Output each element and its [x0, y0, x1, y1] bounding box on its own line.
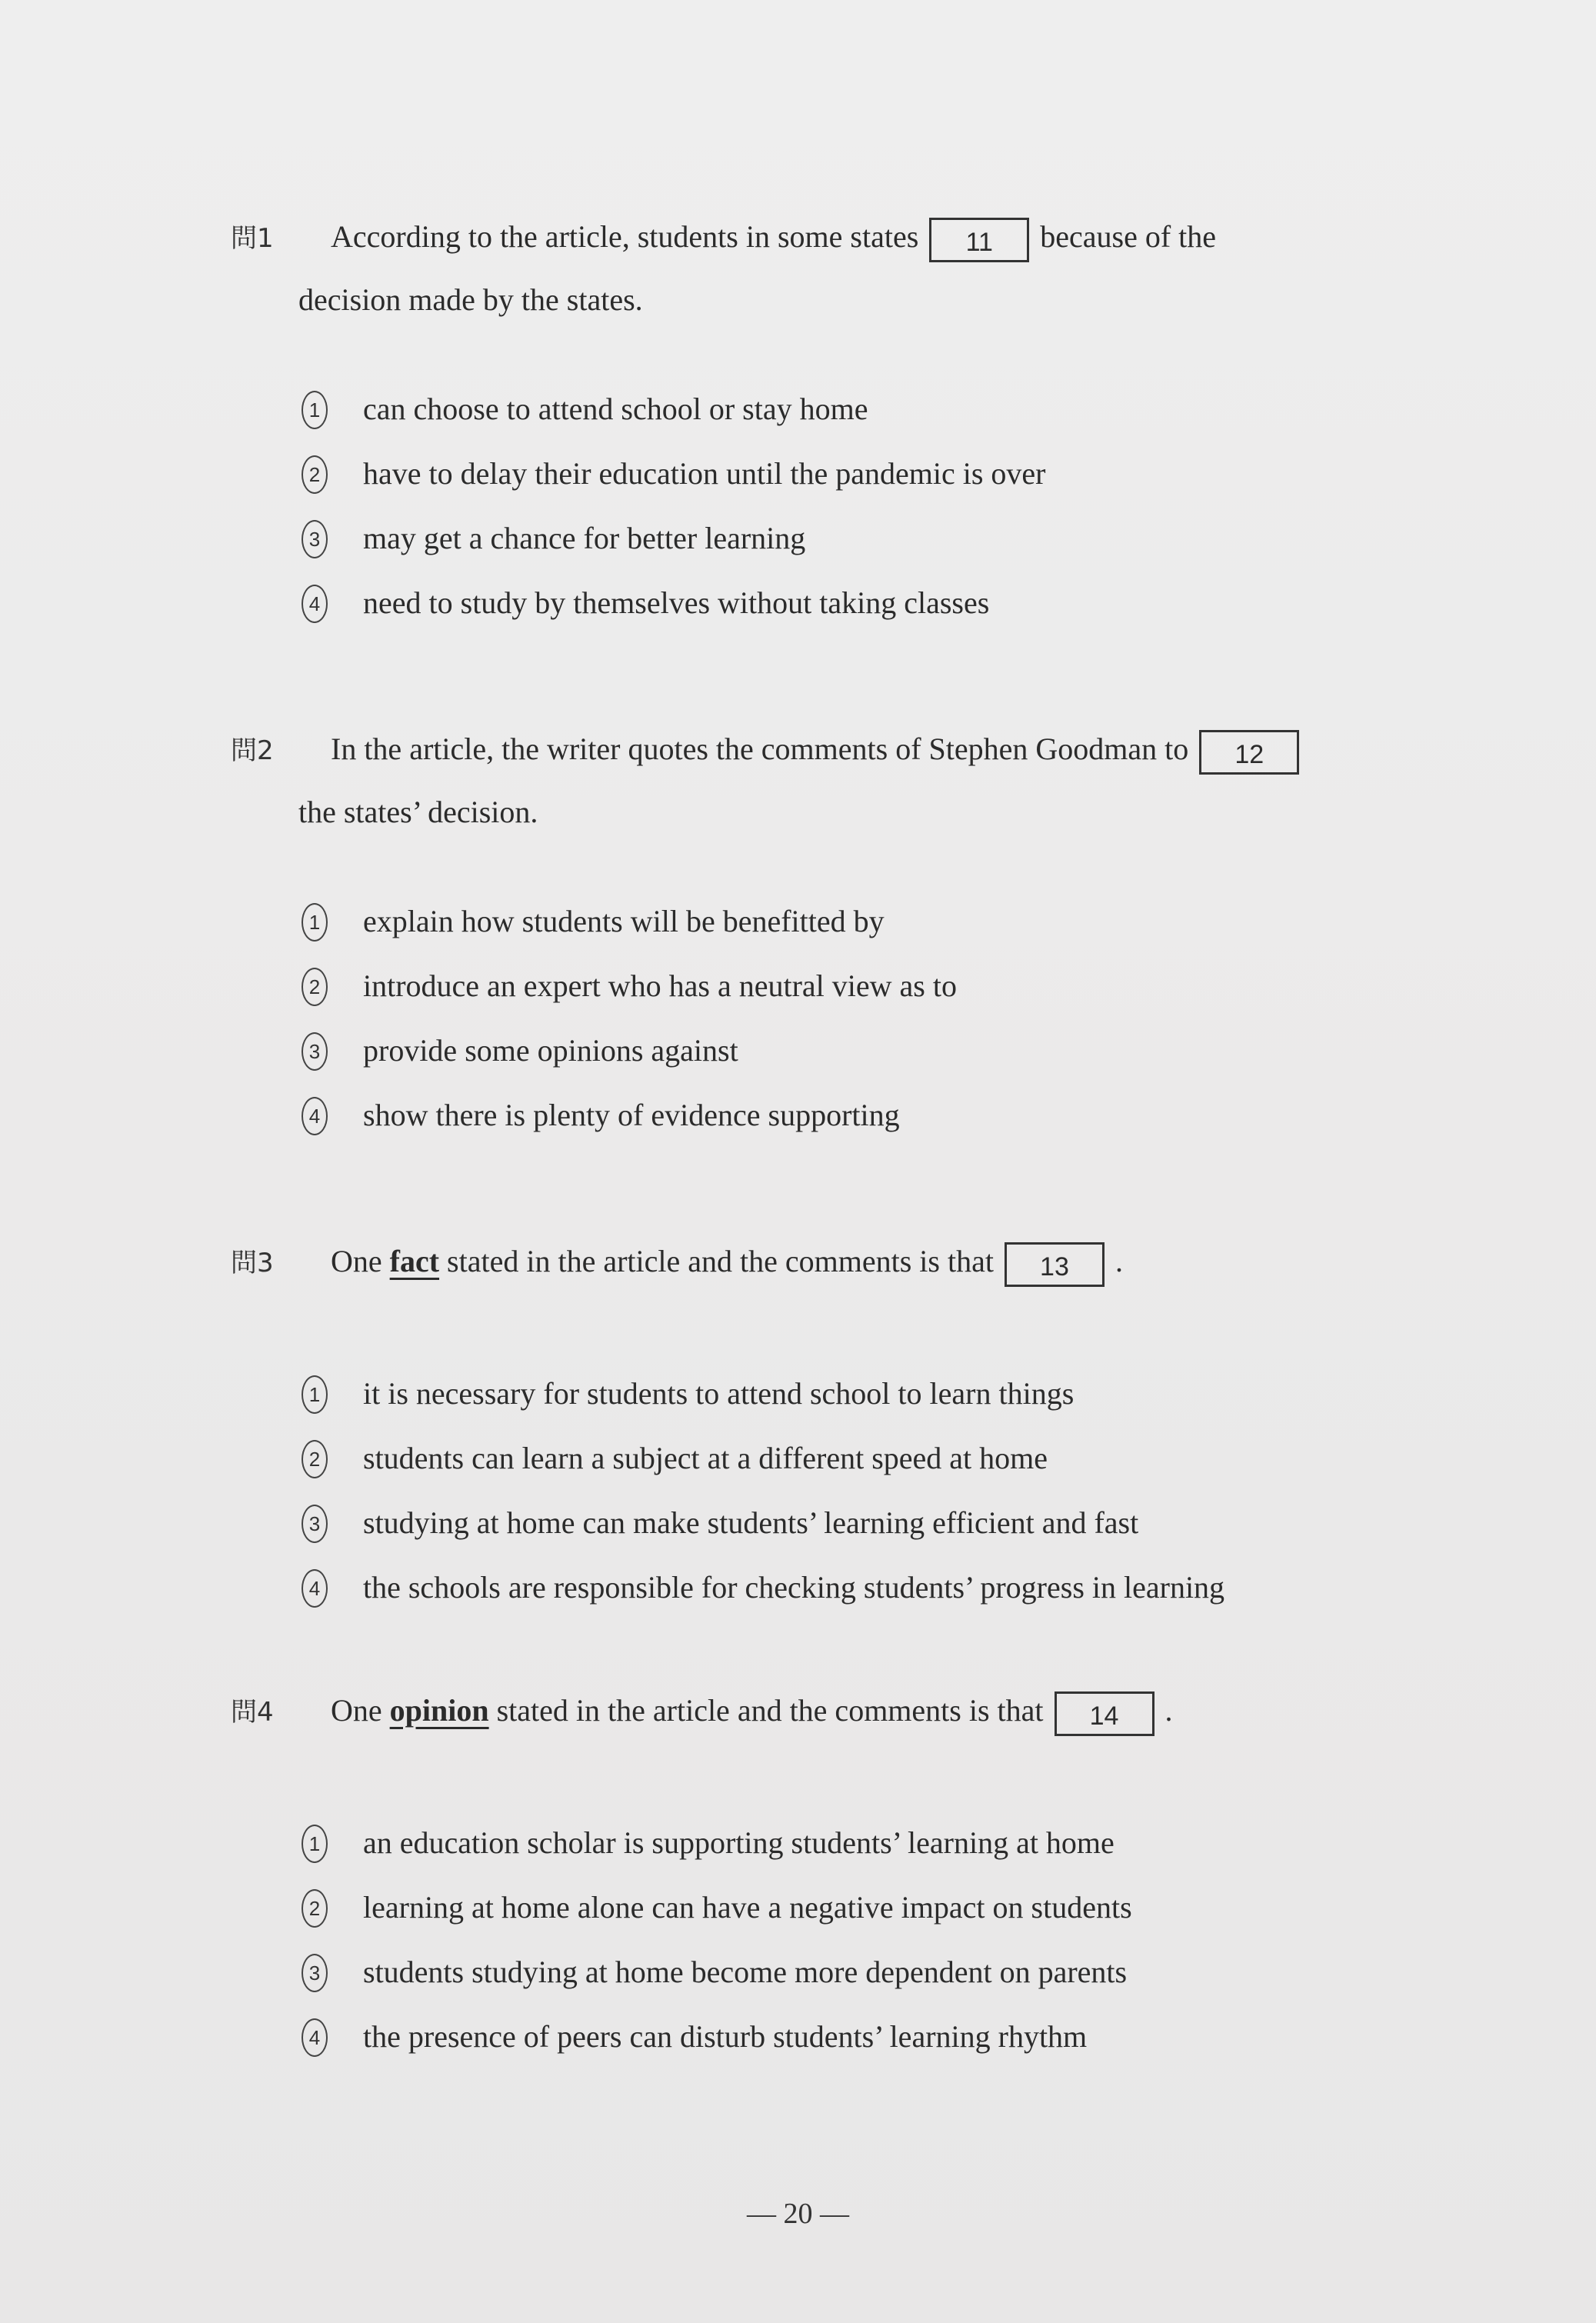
choice-1[interactable]: [231, 1811, 1461, 1875]
choice-text: students studying at home become more dependent on parents: [363, 1955, 1128, 1989]
question-3: [231, 1231, 1461, 1620]
choice-text: the presence of peers can disturb students’ learning rhythm: [363, 2019, 1088, 2054]
page-number: — 20 —: [747, 2198, 849, 2230]
question-stem: [231, 1231, 1461, 1294]
question-2: [231, 718, 1461, 1148]
question-number: 問2: [231, 735, 274, 766]
circled-number-icon: 1: [302, 903, 328, 942]
stem-text: In the article, the writer quotes the comments of Stephen Goodman to: [331, 732, 1189, 766]
choice-4[interactable]: [231, 1555, 1461, 1620]
circled-number-icon: 3: [302, 1505, 328, 1543]
question-stem: [231, 718, 1461, 782]
circled-number-icon: 2: [302, 1889, 328, 1928]
question-number: 問1: [231, 223, 274, 254]
stem-continuation: the states’ decision.: [298, 795, 538, 829]
circled-number-icon: 2: [302, 968, 328, 1006]
stem-text-after: stated in the article and the comments is that: [496, 1693, 1044, 1728]
emphasis-fact: fact: [389, 1244, 440, 1278]
choice-list: [231, 1811, 1461, 2069]
choice-3[interactable]: [231, 506, 1461, 571]
stem-text-after: stated in the article and the comments is that: [447, 1244, 994, 1278]
circled-number-icon: 3: [302, 1954, 328, 1992]
choice-text: it is necessary for students to attend school to learn things: [363, 1376, 1075, 1411]
question-4: [231, 1680, 1461, 2069]
choice-text: explain how students will be benefitted by: [363, 904, 885, 938]
choice-list: [231, 889, 1461, 1148]
stem-end: .: [1115, 1244, 1123, 1278]
choice-text: show there is plenty of evidence supporting: [363, 1098, 900, 1132]
choice-text: the schools are responsible for checking students’ progress in learning: [363, 1570, 1225, 1605]
emphasis-opinion: opinion: [389, 1693, 489, 1728]
choice-2[interactable]: [231, 442, 1461, 506]
choice-text: need to study by themselves without taking classes: [363, 585, 990, 620]
choice-3[interactable]: [231, 1940, 1461, 2005]
choice-text: an education scholar is supporting students’ learning at home: [363, 1825, 1115, 1860]
circled-number-icon: 3: [302, 520, 328, 558]
question-number: 問4: [231, 1697, 274, 1728]
choice-text: introduce an expert who has a neutral view as to: [363, 968, 957, 1003]
stem-text-after: because of the: [1040, 219, 1217, 254]
question-stem: [231, 1680, 1461, 1743]
answer-blank[interactable]: 11: [929, 218, 1029, 262]
choice-list: [231, 377, 1461, 635]
circled-number-icon: 2: [302, 1440, 328, 1478]
choice-text: learning at home alone can have a negative impact on students: [363, 1890, 1132, 1925]
stem-end: .: [1165, 1693, 1173, 1728]
circled-number-icon: 2: [302, 455, 328, 494]
choice-4[interactable]: [231, 571, 1461, 635]
choice-1[interactable]: [231, 1361, 1461, 1426]
stem-text: One: [331, 1693, 382, 1728]
choice-text: may get a chance for better learning: [363, 521, 806, 555]
circled-number-icon: 4: [302, 1569, 328, 1608]
choice-2[interactable]: [231, 954, 1461, 1018]
circled-number-icon: 4: [302, 585, 328, 623]
question-stem: [231, 206, 1461, 269]
stem-continuation: decision made by the states.: [298, 282, 643, 317]
circled-number-icon: 4: [302, 1097, 328, 1135]
stem-text: According to the article, students in some states: [331, 219, 919, 254]
circled-number-icon: 1: [302, 1375, 328, 1414]
question-number: 問3: [231, 1248, 274, 1278]
answer-blank[interactable]: 13: [1005, 1242, 1105, 1287]
answer-blank[interactable]: 14: [1055, 1691, 1155, 1736]
choice-text: can choose to attend school or stay home: [363, 392, 868, 426]
circled-number-icon: 3: [302, 1032, 328, 1071]
circled-number-icon: 1: [302, 391, 328, 429]
choice-text: have to delay their education until the pandemic is over: [363, 456, 1046, 491]
choice-1[interactable]: [231, 377, 1461, 442]
choice-2[interactable]: [231, 1875, 1461, 1940]
choice-4[interactable]: [231, 1083, 1461, 1148]
choice-1[interactable]: [231, 889, 1461, 954]
stem-text: One: [331, 1244, 382, 1278]
answer-blank[interactable]: 12: [1199, 730, 1299, 775]
choice-list: [231, 1361, 1461, 1620]
circled-number-icon: 1: [302, 1825, 328, 1863]
choice-text: students can learn a subject at a different speed at home: [363, 1441, 1048, 1475]
circled-number-icon: 4: [302, 2018, 328, 2057]
choice-text: provide some opinions against: [363, 1033, 738, 1068]
question-1: [231, 206, 1461, 635]
choice-2[interactable]: [231, 1426, 1461, 1491]
choice-3[interactable]: [231, 1018, 1461, 1083]
choice-text: studying at home can make students’ learning efficient and fast: [363, 1505, 1139, 1540]
choice-3[interactable]: [231, 1491, 1461, 1555]
choice-4[interactable]: [231, 2005, 1461, 2069]
